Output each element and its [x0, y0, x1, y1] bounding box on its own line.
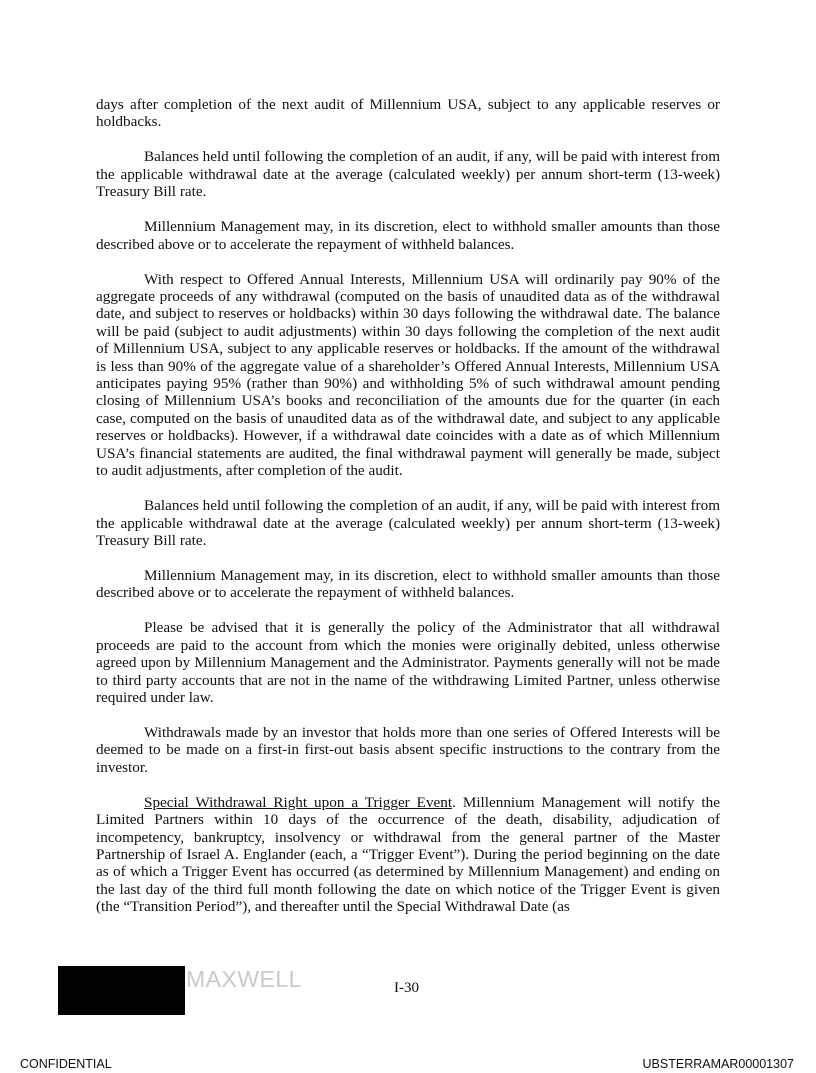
paragraph-interest-on-balances: Balances held until following the completion of an audit, if any, will be paid with interest from the applicable withdrawal date at the average (calculated weekly) per annum short-term (13-week) Treasury Bill rate.: [96, 148, 721, 201]
page-number: I-30: [394, 980, 419, 996]
paragraph-special-withdrawal: [96, 794, 720, 916]
paragraph-offered-annual-interests: With respect to Offered Annual Interests, Millennium USA will ordinarily pay 90% of the aggregate proceeds of any withdrawal (computed on the basis of unaudited data as of the withdrawal date, and subject to reserves or holdbacks) within 30 days following the withdrawal date. The balance will be paid (subject to audit adjustments) within 30 days following the completion of the next audit of Millennium USA, subject to any applicable reserves or holdbacks. If the amount of the withdrawal is less than 90% of the aggregate value of a shareholder’s Offered Annual Interests, Millennium USA anticipates paying 95% (rather than 90%) and withholding 5% of such withdrawal amount pending closing of Millennium USA’s books and reconciliation of the amounts due for the quarter (in each case, computed on the basis of unaudited data as of the withdrawal date, and subject to any applicable reserves or holdbacks). However, if a withdrawal date coincides with a date as of which Millennium USA’s financial statements are audited, the final withdrawal payment will generally be made, subject to audit adjustments, after completion of the audit.: [96, 270, 720, 480]
paragraph-interest-on-balances-2: Balances held until following the completion of an audit, if any, will be paid with interest from the applicable withdrawal date at the average (calculated weekly) per annum short-term (13-week) Treasury Bill rate.: [96, 497, 721, 549]
paragraph-discretion-2: Millennium Management may, in its discretion, elect to withhold smaller amounts than those described above or to accelerate the repayment of withheld balances.: [96, 566, 720, 602]
maxwell-stamp: MAXWELL: [186, 966, 302, 992]
paragraph-administrator-policy: Please be advised that it is generally the policy of the Administrator that all withdrawal proceeds are paid to the account from which the monies were originally debited, unless otherwise agreed upon by Millennium Management and the Administrator. Payments generally will not be made to third party accounts that are not in the name of the withdrawing Limited Partner, unless otherwise required under law.: [96, 619, 720, 706]
special-withdrawal-text: . Millennium Management will notify the Limited Partners within 10 days of the occurrence of the death, disability, adjudication of incompetency, bankruptcy, insolvency or withdrawal from the general partner of the Master Partnership of Israel A. Englander (each, a “Trigger Event”). During the period beginning on the date as of which a Trigger Event has occurred (as determined by Millennium Management) and ending on the last day of the third full month following the date on which notice of the Trigger Event is given (the “Transition Period”), and thereafter until the Special Withdrawal Date (as: [96, 793, 720, 916]
paragraph-fifo: Withdrawals made by an investor that holds more than one series of Offered Interests will be deemed to be made on a first-in first-out basis absent specific instructions to the contrary from the investor.: [96, 723, 720, 776]
paragraph-discretion: Millennium Management may, in its discretion, elect to withhold smaller amounts than those described above or to accelerate the repayment of withheld balances.: [96, 218, 720, 253]
redaction-box: [58, 966, 185, 1015]
bates-number: UBSTERRAMAR00001307: [642, 1057, 794, 1071]
confidential-label: CONFIDENTIAL: [20, 1057, 112, 1071]
paragraph-continuation: days after completion of the next audit of Millennium USA, subject to any applicable reserves or holdbacks.: [96, 96, 720, 131]
special-withdrawal-heading: Special Withdrawal Right upon a Trigger Event: [144, 793, 453, 811]
document-body: [96, 96, 720, 933]
